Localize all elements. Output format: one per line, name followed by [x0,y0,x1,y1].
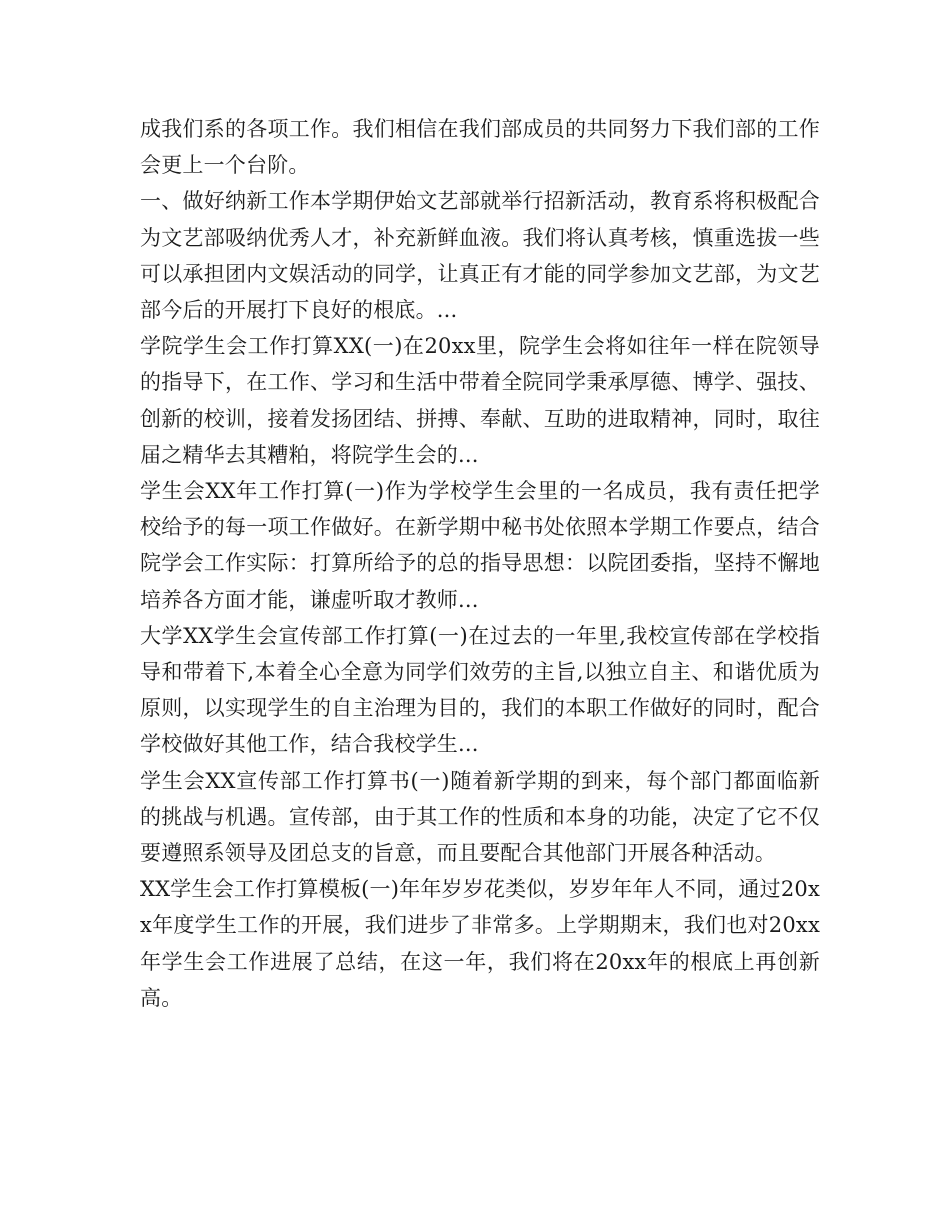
paragraph-template: XX学生会工作打算模板(一)年年岁岁花类似，岁岁年年人不同，通过20xx年度学生工作的开展，我们进步了非常多。上学期期末，我们也对20xx年学生会工作进展了总结，在这一年，我们将在20xx年的根底上再创新高。 [140,877,820,1010]
paragraph-secretariat-plan: 学生会XX年工作打算(一)作为学校学生会里的一名成员，我有责任把学校给予的每一项工作做好。在新学期中秘书处依照本学期工作要点，结合院学会工作实际：打算所给予的总的指导思想：以院团委指，坚持不懈地培养各方面才能，谦虚听取才教师... [140,479,820,612]
paragraph-publicity-book: 学生会XX宣传部工作打算书(一)随着新学期的到来，每个部门都面临新的挑战与机遇。宣传部，由于其工作的性质和本身的功能，决定了它不仅要遵照系领导及团总支的旨意，而且要配合其他部门开展各种活动。 [140,768,820,866]
paragraph-recruitment: 一、做好纳新工作本学期伊始文艺部就举行招新活动，教育系将积极配合为文艺部吸纳优秀人才，补充新鲜血液。我们将认真考核，慎重选拔一些可以承担团内文娱活动的同学，让真正有才能的同学参加文艺部，为文艺部今后的开展打下良好的根底。... [140,189,820,323]
paragraph-continuation: 成我们系的各项工作。我们相信在我们部成员的共同努力下我们部的工作会更上一个台阶。 [140,117,820,178]
paragraph-college-plan: 学院学生会工作打算XX(一)在20xx里，院学生会将如往年一样在院领导的指导下，在工作、学习和生活中带着全院同学秉承厚德、博学、强技、创新的校训，接着发扬团结、拼搏、奉献、互助的进取精神，同时，取往届之精华去其糟粕，将院学生会的... [140,334,820,467]
document-body [140,111,820,1016]
paragraph-publicity-plan: 大学XX学生会宣传部工作打算(一)在过去的一年里,我校宣传部在学校指导和带着下,本着全心全意为同学们效劳的主旨,以独立自主、和谐优质为原则，以实现学生的自主治理为目的，我们的本职工作做好的同时，配合学校做好其他工作，结合我校学生... [140,623,820,757]
